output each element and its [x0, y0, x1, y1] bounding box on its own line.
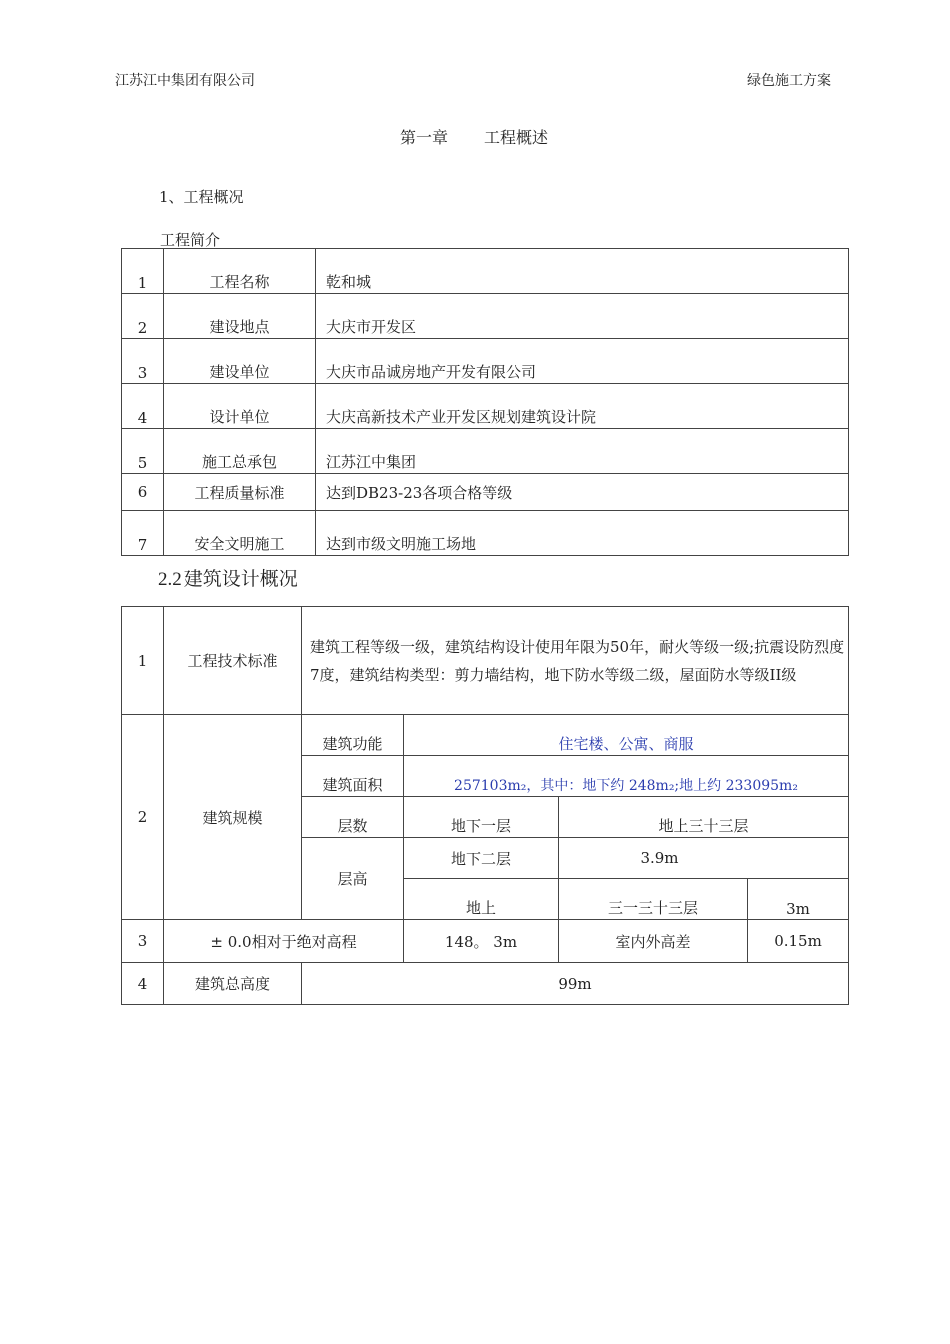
- architectural-design-table: [121, 606, 849, 1005]
- table-row: [122, 715, 849, 756]
- chapter-number: 第一章: [400, 128, 449, 147]
- table-row: [122, 339, 849, 384]
- height-diff-label: 室内外高差: [559, 920, 748, 963]
- table-row: [122, 249, 849, 294]
- height-below-label: 地下二层: [404, 838, 559, 879]
- row-item: 建筑总高度: [164, 963, 302, 1005]
- table-row: [122, 294, 849, 339]
- row-item: 工程技术标准: [164, 607, 302, 715]
- function-value: 住宅楼、公寓、商服: [404, 715, 849, 756]
- row-value: 建筑工程等级一级，建筑结构设计使用年限为50年，耐火等级一级;抗震设防烈度7度，建筑结构类型：剪力墙结构，地下防水等级二级，屋面防水等级II级: [302, 607, 849, 715]
- height-above-range: 三一三十三层: [559, 879, 748, 920]
- table-row: [122, 963, 849, 1005]
- row-item: 建设单位: [164, 339, 316, 384]
- section-heading: 1、工程概况: [159, 188, 244, 206]
- area-label: 建筑面积: [302, 756, 404, 797]
- row-number: 3: [122, 920, 164, 963]
- table-row: [122, 920, 849, 963]
- row-number: 7: [122, 511, 164, 556]
- elevation-value: 148。 3m: [404, 920, 559, 963]
- row-value: 达到市级文明施工场地: [316, 511, 849, 556]
- section-title: 建筑设计概况: [183, 568, 298, 590]
- row-number: 4: [122, 963, 164, 1005]
- total-height-value: 99m: [302, 963, 849, 1005]
- floors-below: 地下一层: [404, 797, 559, 838]
- table-row: [122, 474, 849, 511]
- row-value: 达到DB23-23各项合格等级: [316, 474, 849, 511]
- row-item: 设计单位: [164, 384, 316, 429]
- row-number: 1: [122, 249, 164, 294]
- function-label: 建筑功能: [302, 715, 404, 756]
- row-value: 大庆市品诚房地产开发有限公司: [316, 339, 849, 384]
- row-item: 工程质量标准: [164, 474, 316, 511]
- row-item: 建筑规模: [164, 715, 302, 920]
- height-label: 层高: [302, 838, 404, 920]
- row-value: 大庆高新技术产业开发区规划建筑设计院: [316, 384, 849, 429]
- row-item: 施工总承包: [164, 429, 316, 474]
- row-number: 1: [122, 607, 164, 715]
- header-company: 江苏江中集团有限公司: [115, 73, 255, 89]
- row-item: ± 0.0相对于绝对高程: [164, 920, 404, 963]
- row-number: 2: [122, 294, 164, 339]
- row-number: 4: [122, 384, 164, 429]
- row-number: 3: [122, 339, 164, 384]
- row-item: 建设地点: [164, 294, 316, 339]
- height-below-value: [559, 838, 849, 879]
- height-above-value: 3m: [748, 879, 849, 920]
- height-below-value-text: 3.9m: [640, 849, 679, 867]
- header-doc-title: 绿色施工方案: [747, 73, 831, 89]
- project-overview-table: [121, 248, 849, 556]
- area-value: 257103m₂，其中：地下约 248m₂;地上约 233095m₂: [404, 756, 849, 797]
- row-item: 工程名称: [164, 249, 316, 294]
- height-above-label: 地上: [404, 879, 559, 920]
- chapter-title: [400, 125, 584, 148]
- table-caption: 工程简介: [160, 231, 221, 249]
- row-item: 安全文明施工: [164, 511, 316, 556]
- chapter-name: 工程概述: [484, 128, 549, 147]
- floors-above: 地上三十三层: [559, 797, 849, 838]
- table-row: [122, 429, 849, 474]
- row-number: 6: [122, 474, 164, 511]
- row-value: 大庆市开发区: [316, 294, 849, 339]
- row-number: 5: [122, 429, 164, 474]
- row-value: 乾和城: [316, 249, 849, 294]
- section-heading-2: [158, 564, 298, 591]
- table-row: [122, 384, 849, 429]
- row-number: 2: [122, 715, 164, 920]
- section-number: 2.2: [158, 569, 182, 590]
- table-row: [122, 607, 849, 715]
- height-diff-value: 0.15m: [748, 920, 849, 963]
- floors-label: 层数: [302, 797, 404, 838]
- table-row: [122, 511, 849, 556]
- row-value: 江苏江中集团: [316, 429, 849, 474]
